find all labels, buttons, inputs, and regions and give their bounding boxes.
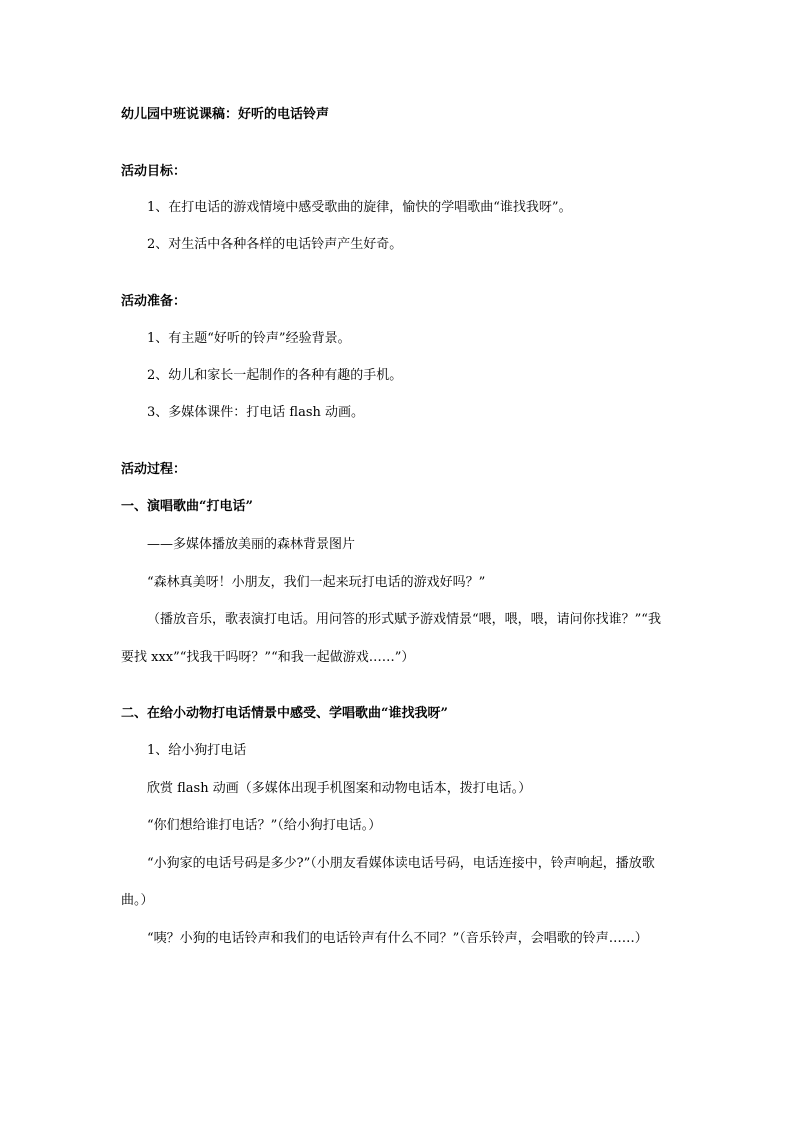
goals-heading: 活动目标：: [121, 164, 187, 179]
preparation-heading: 活动准备：: [121, 294, 187, 309]
preparation-item: 3、多媒体课件：打电话 flash 动画。: [147, 405, 365, 420]
section-two-heading: 二、在给小动物打电话情景中感受、学唱歌曲“谁找我呀”: [121, 706, 448, 721]
preparation-item: 1、有主题“好听的铃声”经验背景。: [147, 331, 351, 346]
section-two-line: 曲。）: [121, 893, 154, 908]
preparation-item: 2、幼儿和家长一起制作的各种有趣的手机。: [147, 368, 403, 383]
section-two-line: 欣赏 flash 动画（多媒体出现手机图案和动物电话本，拨打电话。）: [147, 781, 532, 796]
section-two-line: “小狗家的电话号码是多少?”（小朋友看媒体读电话号码，电话连接中，铃声响起，播放歌: [147, 856, 655, 871]
section-two-line: 1、给小狗打电话: [147, 743, 247, 758]
section-two-line: “咦？小狗的电话铃声和我们的电话铃声有什么不同？”（音乐铃声，会唱歌的铃声……）: [147, 931, 648, 946]
goal-item: 1、在打电话的游戏情境中感受歌曲的旋律，愉快的学唱歌曲“谁找我呀”。: [147, 200, 572, 215]
document-title: 幼儿园中班说课稿：好听的电话铃声: [121, 107, 330, 122]
goal-item: 2、对生活中各种各样的电话铃声产生好奇。: [147, 237, 403, 252]
section-one-line: （播放音乐，歌表演打电话。用问答的形式赋予游戏情景“喂，喂，喂，请问你找谁？”“我: [147, 612, 661, 627]
section-one-line: ——多媒体播放美丽的森林背景图片: [147, 537, 356, 552]
section-two-line: “你们想给谁打电话？”（给小狗打电话。）: [147, 818, 382, 833]
process-heading: 活动过程：: [121, 462, 187, 477]
section-one-line: 要找 xxx”“找我干吗呀？”“和我一起做游戏……”）: [121, 650, 415, 665]
section-one-line: “森林真美呀！小朋友，我们一起来玩打电话的游戏好吗？”: [147, 575, 486, 590]
section-one-heading: 一、演唱歌曲“打电话”: [121, 499, 253, 514]
